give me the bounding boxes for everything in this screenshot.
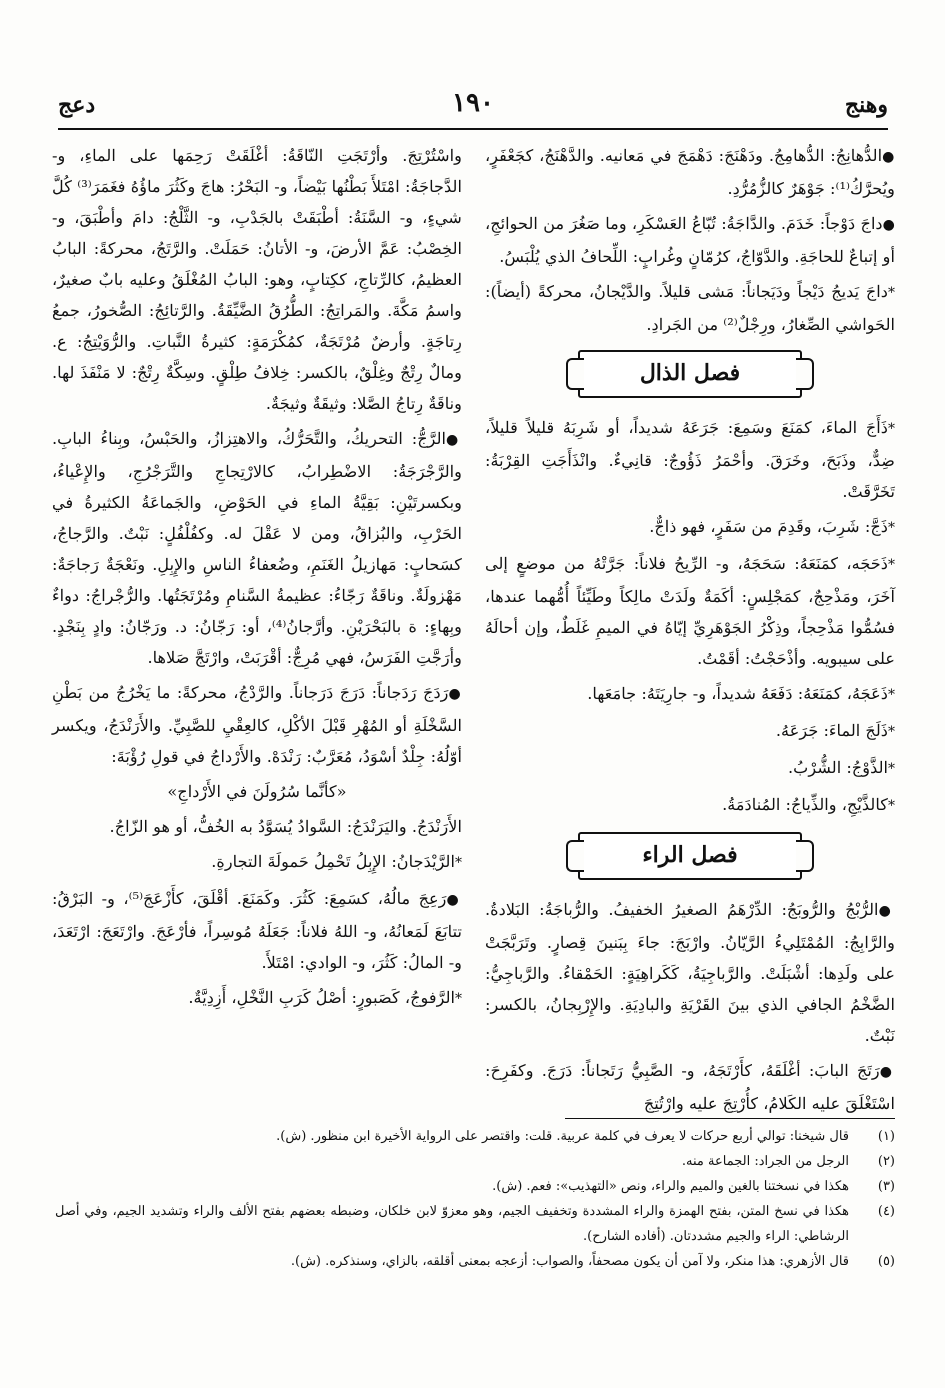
dictionary-entry	[485, 511, 895, 544]
entry-text: داجَ دَوْجاً: خَدَمَ. والدَّاجَةُ: تُبّاعُ العَسْكَرِ، وما صَغُرَ من الحوائجِ، أو إتباعٌ للحاجَةِ. والدَّوّاجُ، كرُمّانٍ وغُرابٍ: اللِّحافُ الذي يُلْبَسُ.	[485, 214, 895, 266]
footnote-text: قال الأزهري: هذا منكر، ولا آمن أن يكون مصحفاً، والصواب: أزعجه بمعنى أقلقه، بالزاي، وسنذكره. (ش).	[290, 1254, 849, 1269]
footnote-number: (٤)	[877, 1204, 895, 1219]
footnote-number: (١)	[877, 1129, 895, 1144]
dictionary-entry	[485, 894, 895, 1051]
dictionary-entry	[485, 789, 895, 822]
entry-marker: ●	[882, 149, 895, 165]
entry-text: «كأنَّما سُرُولَنَ في الأَرْداجِ»	[167, 782, 347, 801]
dictionary-entry	[52, 846, 462, 879]
entry-marker: ●	[446, 432, 463, 448]
dictionary-entry	[52, 811, 462, 842]
footnote	[55, 1124, 895, 1149]
entry-marker: *	[888, 724, 895, 740]
footnote	[55, 1174, 895, 1199]
dictionary-entry	[52, 982, 462, 1015]
dictionary-entry	[52, 140, 462, 419]
dictionary-entry	[485, 548, 895, 674]
entry-marker: *	[455, 991, 462, 1007]
entry-text: رَعِجَ مالُهُ، كسَمِعَ: كَثُرَ. وكَمَنَعَ. أقْلَقَ، كأَزْعَجَ⁽⁵⁾، و- البَرْقُ: تتابَعَ لَمَعانُهُ، و- اللهُ فلاناً: جَعَلَهُ مُوسِراً، فأرْعَجَ. وارْتَعَجَ: ارْتَعَدَ، و- المالُ: كَثُرَ، و- الوادي: امْتَلأَ.	[52, 889, 462, 972]
entry-text: الرَّفوجُ، كَصَبورٍ: أصْلُ كَرَبِ النَّخْلِ، أَزِدِيَّةٌ.	[188, 988, 455, 1007]
footnote	[55, 1149, 895, 1174]
footnote-text: هكذا في نسختنا بالغين والميم والراء، ونص «التهذيب»: فعم. (ش).	[492, 1179, 849, 1194]
entry-text: ذَلَجَ الماءَ: جَرَعَهُ.	[775, 721, 888, 740]
entry-text: واسْتُرْتِجَ. وأرْتَجَتِ النّاقَةُ: أغْلَقَتْ رَحِمَها على الماءِ، و- الدَّجاجَةُ: امْتَلأَ بَطْنُها بَيْضاً، و- البَحْرُ: هاجَ وكَثُرَ ماؤُهُ فغَمَرَ⁽³⁾ كُلَّ شيءٍ، و- السَّنَةُ: أطْبَقَتْ بالجَدْبِ، و- الثَّلْجُ: دامَ وأطْبَقَ، و- الخِصْبُ: عَمَّ الأرضَ، و- الأتانُ: حَمَلَتْ. والرَّتَجُ، محركةً: البابُ العظيمُ، كالرِّتاجِ، ككِتابٍ، وهو: البابُ المُغْلَقُ وعليه بابٌ صغيرٌ، واسمُ مَكَّةَ. والمَراتِجُ: الطُّرُقُ الضَّيِّقَةُ. والرَّتائِجُ: الصُّخورُ، جمعُ رِتاجَةٍ. وأرضٌ مُرْتَجَةٌ، كمُكْرَمَةٍ: كثيرةُ النَّباتِ. والرُّوَيْتِجُ: ع. ومالٌ رِتْجٌ وغِلْقٌ، بالكسر: خِلافُ طِلْقٍ. وسِكَّةٌ رِتْجٌ: لا مَنْفَذَ لها. وناقَةٌ رِتاجُ الصَّلا: وثيقَةٌ وثيجَةٌ.	[52, 146, 462, 413]
header-rule	[58, 128, 888, 130]
entry-text: الذَّوْجُ: الشُّرْبُ.	[788, 758, 888, 777]
section-heading-dhal: فصل الذال	[578, 350, 802, 398]
footnotes	[55, 1124, 895, 1274]
footnote-number: (٢)	[877, 1154, 895, 1169]
entry-marker: *	[888, 687, 895, 703]
entry-marker: ●	[446, 892, 462, 908]
entry-marker: *	[888, 285, 895, 301]
entry-text: الرَّجُّ: التحريكُ، والتَّحَرُّكُ، والاهتِزازُ، والحَبْسُ، وبِناءُ البابِ. والرَّجْرَجَةُ: الاضْطِرابُ، كالارْتِجاجِ والتَّرَجْرُجِ، والإِعْياءُ، وبكسرتَيْنِ: بَقِيَّةُ الماءِ في الحَوْضِ، والجَماعَةُ الكثيرةُ في الحَرْبِ، والبُزاقُ، ومن لا عَقْلَ له. وكفُلْفُلٍ: نَبْتٌ. والرَّجاجُ، كسَحابٍ: مَهازيلُ الغَنَمِ، وضُعفاءُ الناسِ والإِبِلِ. ونَعْجَةٌ رَجاجَةٌ: مَهْزولَةٌ. وناقَةٌ رَجّاءُ: عظيمةُ السَّنامِ ومُرْتَجَتُها. والرُّجْراجُ: دواءٌ وبِهاءٍ: ة بالبَحْرَيْنِ. وأرَّجانُ⁽⁴⁾، أو: رَجّانُ: د. ورَجّانُ: وادٍ بِنَجْدٍ. وأرَجَّتِ الفَرَسُ، فهي مُرِجٌّ: أقْرَبَتْ، وارْتَجَّ صَلاها.	[52, 429, 462, 667]
footnote-text: الرجل من الجراد: الجماعة منه.	[681, 1154, 849, 1169]
entry-text: داجَ يَديجُ دَيْجاً ودَيَجاناً: مَشى قليلاً. والدَّيْجانُ، محركةً (أيضاً): الحَواشي الصِّغارُ، ورِجْلٌ⁽²⁾ من الجَرادِ.	[485, 282, 895, 334]
entry-text: كالذَّيْجِ، والذِّياجُ: المُنادَمَةُ.	[722, 795, 888, 814]
running-head-left: دعج	[58, 92, 96, 118]
section-heading-ra: فصل الراء	[578, 832, 802, 880]
footnote-rule	[565, 1118, 895, 1119]
entry-text: ذَجَّ: شَرِبَ، وقَدِمَ من سَفَرٍ، فهو ذاجٌّ.	[649, 517, 888, 536]
entry-marker: ●	[878, 903, 896, 919]
footnote	[55, 1249, 895, 1274]
footnote	[55, 1199, 895, 1249]
entry-marker: *	[888, 557, 895, 573]
dictionary-entry	[52, 776, 462, 807]
page-header	[58, 88, 888, 124]
entry-marker: *	[888, 761, 895, 777]
dictionary-entry	[485, 1055, 895, 1119]
dictionary-entry	[485, 752, 895, 785]
footnote-number: (٥)	[877, 1254, 895, 1269]
footnote-text: قال شيخنا: توالي أربع حركات لا يعرف في كلمة عربية. قلت: واقتصر على الرواية الأخيرة ابن منظور. (ش).	[276, 1129, 849, 1144]
footnote-text: هكذا في نسخ المتن، بفتح الهمزة والراء المشددة وتخفيف الجيم، وهو معزوّ لابن خلكان، وضبطه بعضهم بفتح الألف والراء وتشديد الجيم، وفي أصل الرشاطي: الراء والجيم مشددتان. (أفاده الشارح).	[55, 1204, 849, 1244]
entry-marker: *	[888, 798, 895, 814]
dictionary-entry	[485, 208, 895, 272]
entry-text: رَدَجَ رَدَجاناً: دَرَجَ دَرَجاناً. والرَّدْجُ، محركةً: ما يَخْرُجُ من بَطْنِ السَّخْلَةِ أو المُهْرِ قَبْلَ الأكْلِ، كالعِقْيِ للصَّبِيِّ. والأَرَنْدَجُ، ويكسر أوّلُهُ: جِلْدٌ أسْوَدُ، مُعَرَّبٌ: رَنْدَهْ. والأَرْداجُ في قولِ رُؤْبَةَ:	[52, 683, 462, 766]
dictionary-entry	[52, 677, 462, 772]
entry-marker: *	[888, 421, 895, 437]
entry-text: الدُّهانِجُ: الدُّهامِجُ. ودَهْنَجَ: دَهْمَجَ في مَعانيه. والدَّهْنَجُ، كجَعْفَرٍ، ويُحرَّكُ⁽¹⁾: جَوْهَرٌ كالزُّمُرُّدِ.	[485, 146, 895, 198]
footnote-number: (٣)	[877, 1179, 895, 1194]
entry-text: الأَرَنْدَجُ. واليَرَنْدَجُ: السَّوادُ يُسَوَّدُ به الخُفُّ، أو هو الزّاجُ.	[109, 817, 462, 836]
dictionary-entry	[485, 140, 895, 204]
entry-text: رَتَجَ البابَ: أغْلَقَهُ، كأَرْتَجَهُ، و- الصَّبِيُّ رَتَجاناً: دَرَجَ. وكفَرِحَ: اسْتَغْلَقَ عليه الكَلامُ، كأُرْتِجَ عليه وارْتُتِجَ	[485, 1061, 895, 1113]
running-head-right: وهنج	[844, 92, 888, 118]
entry-text: ذَأَجَ الماءَ، كمَنَعَ وسَمِعَ: جَرَعَهُ شديداً، أو شَرِبَهُ قليلاً قليلاً، ضِدٌّ، وذَبَحَ، وخَرَقَ. وأحْمَرُ ذَؤُوجٌ: قانِيءٌ. وانْذَأَجَتِ القِرْبَةُ: تَخَرَّقَتْ.	[485, 418, 895, 501]
entry-text: ذَعَجَهُ، كمَنَعَهُ: دَفَعَهُ شديداً، و- جارِيَتَهُ: جامَعَها.	[587, 684, 888, 703]
entry-marker: *	[455, 855, 462, 871]
right-column	[485, 140, 895, 1123]
entry-marker: ●	[882, 217, 895, 233]
entry-text: الرُّبْجُ والرُّوبَجُ: الدِّرْهَمُ الصغيرُ الخفيفُ. والرُّباجَةُ: البَلادةُ. والرَّابِجُ: المُمْتَلِيءُ الرَّيّانُ. وارْبَجَ: جاءَ بِبَنينَ قِصارٍ. وتَرَبَّجَتْ على ولَدِها: أشْبَلَتْ. والرَّباجِيَةُ، كَكَراهِيَةٍ: الحَمْقاءُ. والرَّباجِيُّ: الضَّخْمُ الجافي الذي بينَ القَرْيَةِ والبادِيَةِ. والإِرْبِجانُ، بالكسر: نَبْتٌ.	[485, 900, 895, 1045]
dictionary-entry	[485, 678, 895, 711]
left-column	[52, 140, 462, 1019]
entry-marker: ●	[879, 1064, 895, 1080]
page-number: ١٩٠	[452, 88, 494, 118]
dictionary-entry	[52, 883, 462, 978]
entry-text: الرَّيْدَجانُ: الإِبِلُ تَحْمِلُ حَمولَةَ التجارةِ.	[211, 852, 455, 871]
dictionary-entry	[485, 412, 895, 507]
dictionary-entry	[52, 423, 462, 673]
dictionary-entry	[485, 715, 895, 748]
entry-marker: ●	[448, 686, 462, 702]
dictionary-entry	[485, 276, 895, 340]
entry-marker: *	[888, 520, 895, 536]
entry-text: ذَحَجَه، كمَنَعَهُ: سَحَجَهُ، و- الرِّيحُ فلاناً: جَرَّتْهُ من موضعٍ إلى آخَرَ، ومَذْحِجٌ، كمَجْلِسٍ: أكَمَةٌ ولَدَتْ مالِكاً وطَيِّئاً أُمُّهما عندها، فسُمُّوا مَذْحِجاً، وذِكْرُ الجَوْهَرِيِّ إيّاهُ في الميمِ غَلَطٌ، وإن أحالَهُ على سيبويه. وأذْحَجْتُ: أقَمْتُ.	[485, 554, 895, 668]
